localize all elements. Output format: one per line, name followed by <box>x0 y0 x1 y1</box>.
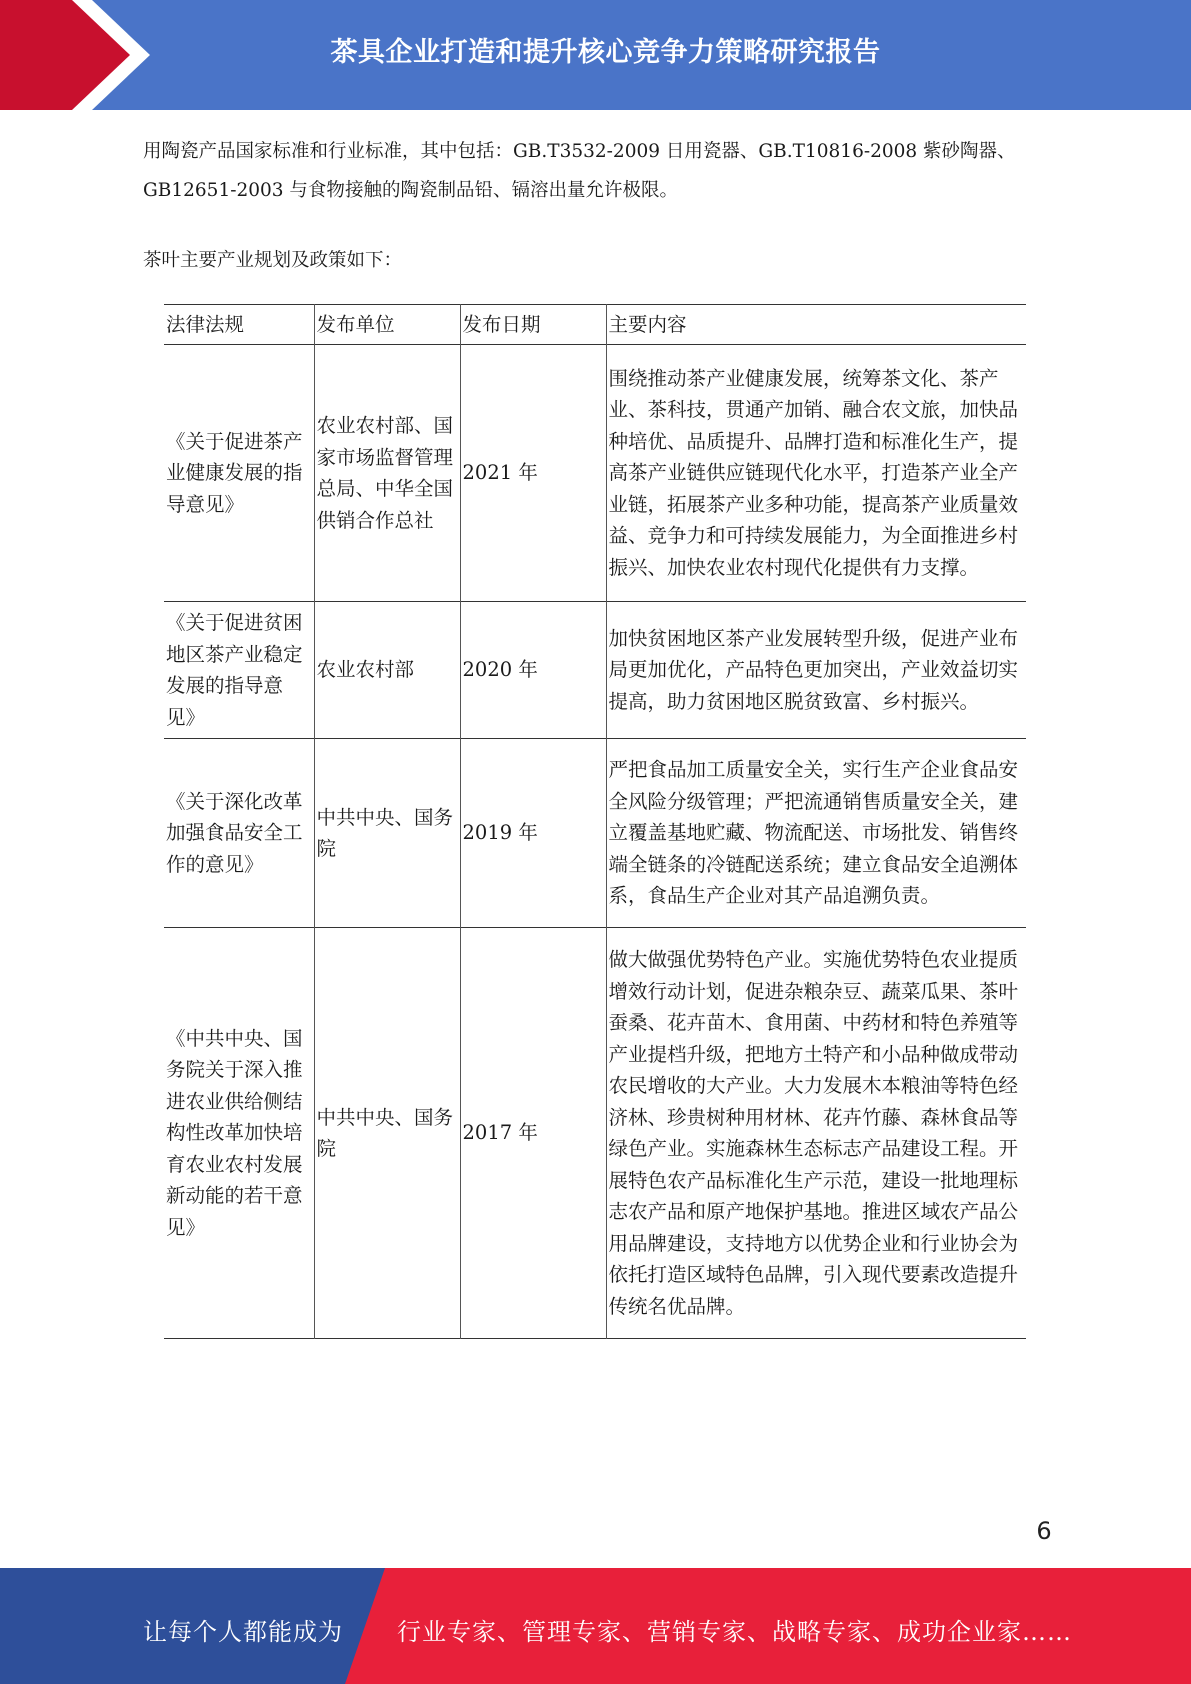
issuer-cell: 中共中央、国务院 <box>314 928 460 1339</box>
intro-paragraph: 用陶瓷产品国家标准和行业标准，其中包括：GB.T3532-2009 日用瓷器、GB.T10816-2008 紫砂陶器、GB12651-2003 与食物接触的陶瓷制品铅、镉溶出量允许极限。 <box>143 141 1016 201</box>
footer-slogan-left: 让每个人都能成为 <box>143 1618 343 1646</box>
report-title: 茶具企业打造和提升核心竞争力策略研究报告 <box>330 37 881 68</box>
law-cell: 《中共中央、国务院关于深入推进农业供给侧结构性改革加快培育农业农村发展新动能的若干意见》 <box>166 1026 303 1239</box>
date-cell: 2021 年 <box>460 345 606 602</box>
policy-table <box>164 304 1026 1339</box>
table-row <box>164 345 1026 602</box>
content-cell: 围绕推动茶产业健康发展，统筹茶文化、茶产业、茶科技，贯通产加销、融合农文旅，加快品种培优、品质提升、品牌打造和标准化生产，提高茶产业链供应链现代化水平，打造茶产业全产业链，拓展茶产业多种功能，提高茶产业质量效益、竞争力和可持续发展能力，为全面推进乡村振兴、加快农业农村现代化提供有力支撑。 <box>606 345 1026 602</box>
law-cell: 《关于促进贫困地区茶产业稳定发展的指导意见》 <box>166 611 303 729</box>
content-cell: 做大做强优势特色产业。实施优势特色农业提质增效行动计划，促进杂粮杂豆、蔬菜瓜果、茶叶蚕桑、花卉苗木、食用菌、中药材和特色养殖等产业提档升级，把地方土特产和小品种做成带动农民增收的大产业。大力发展木本粮油等特色经济林、珍贵树种用材林、花卉竹藤、森林食品等绿色产业。实施森林生态标志产品建设工程。开展特色农产品标准化生产示范，建设一批地理标志农产品和原产地保护基地。推进区域农产品公用品牌建设，支持地方以优势企业和行业协会为依托打造区域特色品牌，引入现代要素改造提升传统名优品牌。 <box>606 928 1026 1339</box>
issuer-cell: 中共中央、国务院 <box>314 739 460 928</box>
date-cell: 2017 年 <box>460 928 606 1339</box>
header-content: 主要内容 <box>606 305 1026 345</box>
date-cell: 2019 年 <box>460 739 606 928</box>
date-cell: 2020 年 <box>460 602 606 739</box>
issuer-cell: 农业农村部、国家市场监督管理总局、中华全国供销合作总社 <box>314 345 460 602</box>
header-date: 发布日期 <box>460 305 606 345</box>
table-header-row <box>164 305 1026 345</box>
content-cell: 严把食品加工质量安全关，实行生产企业食品安全风险分级管理；严把流通销售质量安全关，建立覆盖基地贮藏、物流配送、市场批发、销售终端全链条的冷链配送系统；建立食品安全追溯体系，食品生产企业对其产品追溯负责。 <box>606 739 1026 928</box>
content-cell: 加快贫困地区茶产业发展转型升级，促进产业布局更加优化，产品特色更加突出，产业效益切实提高，助力贫困地区脱贫致富、乡村振兴。 <box>606 602 1026 739</box>
issuer-cell: 农业农村部 <box>314 602 460 739</box>
policy-intro: 茶叶主要产业规划及政策如下： <box>143 250 403 271</box>
header-issuer: 发布单位 <box>314 305 460 345</box>
page-number: 6 <box>1036 1517 1052 1545</box>
page-footer <box>0 1568 1191 1684</box>
table-row <box>164 602 1026 739</box>
law-cell: 《关于促进茶产业健康发展的指导意见》 <box>166 429 303 516</box>
footer-slogan-right: 行业专家、管理专家、营销专家、战略专家、成功企业家…… <box>397 1618 1072 1646</box>
page-header <box>0 0 1191 110</box>
table-row <box>164 928 1026 1339</box>
law-cell: 《关于深化改革加强食品安全工作的意见》 <box>166 789 303 876</box>
table-row <box>164 739 1026 928</box>
header-law: 法律法规 <box>166 312 245 336</box>
